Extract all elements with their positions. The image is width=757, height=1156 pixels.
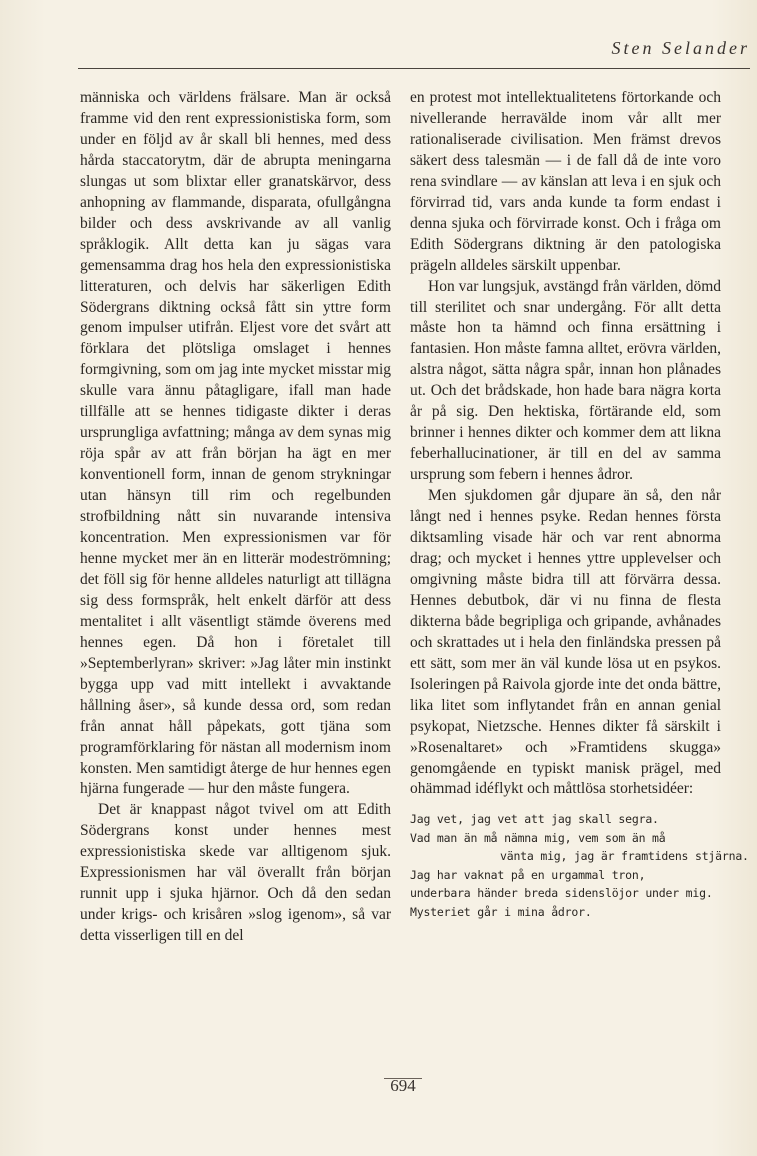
poem-line: Jag vet, jag vet att jag skall segra. <box>410 812 659 827</box>
poem-line: Mysteriet går i mina ådror. <box>410 904 592 919</box>
right-column <box>410 88 749 921</box>
poem-line: Vad man än må nämna mig, vem som än må <box>410 830 666 845</box>
paragraph: Men sjukdomen går djupare än så, den når långt ned i hennes psyke. Redan hennes första diktsamling visade här och var rent abnorma drag; och mycket i hennes yttre upplevelser och omgivning måste bidra till att förvärra dessa. Hennes debutbok, där vi nu finna de flesta dikterna både begripliga och gripande, avhånades och skrattades ut i hela den finländska pressen på ett sätt, som mer än väl kunde lösa ut en psykos. Isoleringen på Raivola gjorde inte det onda bättre, lika litet som inflytandet från en annan genial psykopat, Nietzsche. Hennes dikter få särskilt i »Rosenaltaret» och »Framtidens skugga» genomgående en typiskt manisk prägel, med ohämmad idéflykt och måttlösa storhetsidéer: <box>410 487 721 798</box>
page-number: 694 <box>390 1076 416 1095</box>
left-column <box>80 88 391 947</box>
paragraph: en protest mot intellektualitetens förtorkande och nivellerande herravälde inom vår allt mer rationaliserade civilisation. Men främst drevos säkert dess talesmän — i de fall då de inte voro rena svindlare — av känslan att leva i en sjuk och förvirrad tid, vars anda kunde ta form endast i denna sjuka och förvirrade konst. Och i fråga om Edith Södergrans diktning är den patologiska prägeln alldeles särskilt uppenbar. <box>410 89 721 274</box>
poem-line: vänta mig, jag är framtidens stjärna. <box>500 849 749 864</box>
poem-line: underbara händer breda sidenslöjor under mig. <box>410 886 713 901</box>
header-rule <box>78 68 750 69</box>
paragraph: Det är knappast något tvivel om att Edith Södergrans konst under hennes mest expressionistiska skede var alltigenom sjuk. Expressionismen har väl överallt från början runnit upp i sjuka hjärnor. Och då den sedan under krigs- och krisåren »slog igenom», så var detta visserligen till en del <box>80 801 391 945</box>
page-header <box>78 38 750 68</box>
paragraph: Hon var lungsjuk, avstängd från världen, dömd till sterilitet och snar undergång. För allt detta måste hon ta hämnd och finna ersättning i fantasien. Hon måste famna alltet, erövra världen, alstra något, sätta några spår, innan hon plånades ut. Och det brådskade, hon hade bara nägra korta år på sig. Den hektiska, förtärande eld, som brinner i hennes dikter och kommer dem att likna feberhallucinationer, är till en del av samma ursprung som febern i hennes ådror. <box>410 277 721 484</box>
running-head: Sten Selander <box>611 38 750 58</box>
poem-line: Jag har vaknat på en urgammal tron, <box>410 867 646 882</box>
poem-quote <box>410 810 749 921</box>
paragraph: människa och världens frälsare. Man är också framme vid den rent expressionistiska form, som under en följd av år skall bli hennes, med dess hårda staccatorytm, där de abrupta meningarna slungas ut som blixtar eller granatskärvor, dess anhopning av flammande, disparata, ofullgångna bilder och dess avskrivande av all vanlig språklogik. Allt detta kan ju sägas vara gemensamma drag hos hela den expressionistiska litteraturen, och delvis har säkerligen Edith Södergrans diktning också fått sin yttre form genom impulser utifrån. Eljest vore det svårt att förklara det plötsliga omslaget i hennes formgivning, som om jag inte mycket misstar mig skulle vara ännu påtagligare, ifall man hade tillfälle att se hennes tidigaste dikter i deras ursprungliga avfattning; många av dem synas mig röja spår av att från början ha ägt en mer konventionell form, innan de genom strykningar utan hänsyn till rim och regelbunden strofbildning nått sin nuvarande intensiva koncentration. Men expressionismen var för henne mycket mer än en litterär modeströmning; det föll sig för henne alldeles naturligt att tillägna sig dess formspråk, helt enkelt därför att dess mentalitet i allt väsentligt stämde överens med hennes egen. Då hon i företalet till »Septemberlyran» skriver: »Jag låter min instinkt bygga upp vad mitt intellekt i avvaktande hållning åser», så kunde dessa ord, som redan från annat håll påpekats, gott tjäna som programförklaring för nästan all modernism inom konsten. Men samtidigt återge de hur hennes egen hjärna fungerade — hur den måste fungera. <box>80 89 391 798</box>
